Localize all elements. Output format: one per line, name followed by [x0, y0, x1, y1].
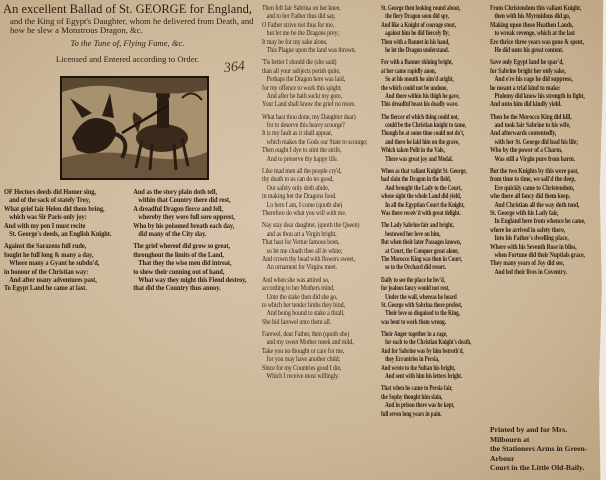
verse-line: And led their lives in Coventry.: [494, 266, 567, 276]
verse-line: Our safety only doth abide,: [266, 182, 330, 192]
verse-line: Farewel, dear Father, then (quoth she): [262, 329, 350, 339]
verse-line: from time to time, we sail'd the deep,: [490, 174, 576, 184]
verse-line: who there all fancy did them keep,: [490, 191, 570, 201]
verse-line: bestowed her love on him,: [385, 228, 441, 238]
verse-line: he meant a trial kind to make:: [490, 82, 561, 92]
imprint-line: Printed by and for Mrs. Milbourn at: [490, 425, 568, 444]
verse-line: Then ought I dye to stint the strife,: [262, 145, 342, 155]
verse-line: for jealous fancy would not rest,: [381, 283, 450, 293]
verse-line: against him he did fiercely fly;: [385, 28, 450, 38]
verse-line: at Court, the Conquer great alone,: [385, 245, 459, 255]
verse-line: throughout the limits of the Land,: [133, 249, 224, 259]
verse-line: Ptolemy did know his strength in fight,: [494, 90, 585, 100]
verse-line: did many of the City slay.: [138, 228, 207, 238]
verse-line: at her came rapidly anon,: [381, 65, 436, 75]
torn-edge: [599, 0, 606, 480]
verse-line: Was still a Virgin pure from harm.: [494, 153, 575, 163]
verse-line: Perhaps the Dragon here was laid,: [266, 74, 346, 84]
verse-line: What way they might this Fiend destroy,: [138, 274, 247, 284]
verse-line: the which could not be undone,: [381, 82, 448, 92]
verse-line: This Plague upon the land was thrown.: [266, 44, 357, 54]
verse-line: O Father strive not thus for me,: [262, 19, 335, 29]
verse-line: when Fortune did their Nuptials grace,: [494, 249, 585, 259]
verse-line: he let the Dragon understand.: [385, 44, 449, 54]
verse-line: St. George with his Lady fair,: [490, 207, 559, 217]
verse-line: thy death to us can do no good,: [262, 174, 334, 184]
verse-line: in honour of the Christian way:: [4, 266, 89, 276]
verse-line: A dreadful Dragon fierce and fell,: [133, 203, 223, 213]
verse-line: St. George's deeds, an English Knight.: [9, 228, 112, 238]
verse-line: had slain the Dragon in the field,: [381, 174, 451, 184]
verse-line: And in prison there was he kept,: [385, 400, 455, 410]
verse-line: which makes the Gods our State to scourge;: [266, 136, 368, 146]
verse-line: 'Tis better I should die (she said): [262, 57, 337, 67]
verse-line: which was Sir Paris only joy:: [9, 212, 87, 222]
verse-line: What hast thou done, my Daughter dear): [262, 111, 356, 121]
verse-line: so to the Orchard did resort.: [385, 262, 447, 272]
verse-line: within that Country there did rest,: [138, 195, 231, 205]
verse-line: in making her the Dragons food.: [262, 191, 337, 201]
ballad-title: An excellent Ballad of St. GEORGE for England,: [3, 2, 252, 16]
verse-line: the Sophy thought him slain,: [381, 391, 443, 401]
verse-line: Since for my Countries good I die,: [262, 362, 342, 372]
verse-line: and took fair Sabrine to his wife,: [494, 120, 571, 130]
verse-line: The Lady Sabrine fair and bright,: [381, 220, 454, 230]
verse-line: But when their later Passages known,: [381, 237, 461, 247]
verse-line: Which taken Polit in the Vale,: [381, 145, 445, 155]
verse-line: Which I receive most willingly.: [266, 371, 340, 381]
verse-line: Making upon those Heathen Lands,: [490, 19, 574, 29]
verse-line: And afterwards contentedly,: [490, 128, 557, 138]
verse-line: And after many adventures past,: [9, 274, 97, 284]
verse-line: according to her Mothers mind,: [262, 283, 335, 293]
handwritten-number: 364: [223, 58, 246, 77]
verse-column-1: [4, 188, 256, 476]
verse-line: It may be for my sake alone,: [262, 36, 328, 46]
verse-line: Daily to see the place he lov'd,: [381, 274, 445, 284]
verse-column-2: [262, 4, 377, 476]
verse-line: Under the wall, whereas he heard: [385, 291, 457, 301]
verse-line: And when she was attired so,: [262, 274, 330, 284]
verse-line: could be the Christian knight to tame,: [385, 120, 467, 130]
verse-line: Ere quickly came to Christendom,: [494, 182, 575, 192]
verse-line: And crown thy head with flowers sweet,: [262, 253, 355, 263]
verse-line: to shew their cunning out of hand,: [133, 266, 225, 276]
verse-line: for you may have another child;: [266, 354, 341, 364]
verse-line: Then with a Bannet in his hand,: [381, 36, 450, 46]
tune-line: To the Tune of, Flying Fame, &c.: [70, 38, 185, 48]
verse-line: Who by the power of a Charm,: [490, 145, 563, 155]
verse-line: Save only Egypt land he spar'd,: [490, 57, 564, 67]
verse-line: [4, 293, 126, 297]
verse-line: It is my fault as it shall appear,: [262, 128, 333, 138]
imprint-line: Court in the Little Old-Baily.: [490, 463, 585, 472]
verse-line: Then fell fair Sabrina on her knee,: [262, 4, 341, 12]
verse-line: That hast for Vertue famous been,: [262, 237, 340, 247]
verse-line: Against the Sarazens full rude,: [4, 241, 87, 251]
verse-line: for to deserve this heavy scourge?: [266, 120, 345, 130]
verse-line: There was great joy and Medal.: [385, 153, 453, 163]
verse-line: That they the wise men did intreat,: [138, 258, 232, 268]
verse-line: And after he hath suckt my gore,: [266, 90, 342, 100]
verse-line: was bent to work them wrong.: [381, 316, 446, 326]
verse-line: then with his Myrmidons did go,: [494, 11, 571, 21]
ballad-subtitle: and the King of Egypt's Daughter, whom he delivered from Death, and how he slew a Monstrous Dragon, &c.: [10, 16, 254, 35]
verse-line: so let me cloath thee all in white;: [266, 245, 343, 255]
verse-line: Unto the stake then did she go,: [266, 291, 338, 301]
verse-line: that did the Country thus annoy.: [133, 283, 221, 293]
verse-line: for Sabrine bright her only sake,: [490, 65, 566, 75]
verse-column-3: [381, 4, 486, 476]
verse-line: In England here from whence he came,: [494, 216, 586, 226]
verse-line: OF Hectors deeds did Homer sing,: [4, 188, 96, 196]
verse-line: This dreadful beast his deadly wave.: [381, 99, 459, 109]
verse-line: And to preserve thy happy life.: [266, 153, 338, 163]
verse-line: And brought the Lady to the Court,: [385, 182, 462, 192]
verse-line: From Christendom this valiant Knight,: [490, 4, 582, 12]
verse-line: And wrote to the Sultan his bright,: [381, 362, 456, 372]
verse-line: And e're his rage he did suppress,: [494, 74, 573, 84]
verse-line: Like mad men all the people cry'd,: [262, 166, 342, 176]
verse-line: When as that valiant Knight St. George,: [381, 166, 467, 176]
verse-line: whereby they were full sore opprest,: [138, 212, 235, 222]
verse-line: fought he full long & many a day,: [4, 249, 94, 259]
verse-line: Where many a Gyant he subdu'd,: [9, 258, 100, 268]
verse-line: Who by his poisoned breath each day,: [133, 220, 235, 230]
verse-line: than all your subjects perish quite,: [262, 65, 341, 75]
verse-line: She bid farewel unto them all.: [262, 316, 332, 326]
verse-line: Ere thrice three years was gone & spent,: [490, 36, 584, 46]
verse-line: Their Anger together in a rage,: [381, 329, 448, 339]
verse-line: That when he came to Persia fair,: [381, 383, 453, 393]
verse-line: And being bound to stake a thrall,: [266, 308, 345, 318]
verse-line: and to her Father thus did say,: [266, 11, 336, 21]
verse-line: And for Sabrine was by him betroth'd,: [381, 345, 464, 355]
verse-line: And with my pen I must recite: [4, 220, 86, 230]
verse-line: with her St. George did lead his life;: [494, 136, 579, 146]
verse-line: To Egypt Land he came at last.: [4, 283, 87, 293]
verse-line: but let me be the Dragons prey;: [266, 28, 339, 38]
verse-line: full seven long years in pain.: [381, 408, 442, 418]
verse-line: They many years of Joy did see,: [490, 258, 565, 268]
verse-line: Nay stay dear daughter, (quoth the Queen): [262, 220, 360, 230]
verse-line: Their love so disguised to the King,: [385, 308, 460, 318]
verse-line: An ornament for Virgins meet.: [266, 262, 338, 272]
verse-line: And there within his thigh he gave,: [385, 90, 460, 100]
verse-line: And as the story plain doth tell,: [133, 188, 218, 196]
verse-line: and my sweet Mother meek and mild,: [266, 337, 354, 347]
verse-line: Where with his Seventh Rose in bliss,: [490, 241, 577, 251]
verse-line: Was there receiv'd with great delight.: [381, 207, 461, 217]
verse-line: the fiery Dragon soon did spy,: [385, 11, 450, 21]
verse-line: And like a Knight of courage stout,: [381, 19, 456, 29]
verse-line: Lo here I am, I come (quoth she): [266, 199, 343, 209]
verse-line: So at his mouth he aim'd aright,: [385, 74, 454, 84]
verse-line: In all the Egyptian Court the Knight,: [385, 199, 465, 209]
verse-line: And unto him did kindly yield.: [490, 99, 562, 109]
verse-line: He did unto his great content.: [494, 44, 564, 54]
verse-line: But the two Knights by this were past,: [490, 166, 579, 176]
verse-line: where he arrived in safety there,: [490, 224, 566, 234]
verse-line: St. George with Sabrina there profest,: [381, 299, 463, 309]
verse-line: Though he at some time could not do't,: [381, 128, 465, 138]
verse-line: Then he the Morocco King did kill,: [490, 111, 572, 121]
verse-line: to wreak revenge, which at the last: [494, 28, 575, 38]
verse-line: for each to the Christian Knight's death,: [385, 337, 472, 347]
woodcut-illustration: [60, 76, 209, 180]
verse-line: and as thou art a Virgin bright,: [266, 228, 337, 238]
verse-line: And sent with him his letters bright.: [385, 371, 463, 381]
verse-line: they Errantries in Persia,: [385, 354, 440, 364]
verse-line: And Christian all the way doth tend,: [494, 199, 580, 209]
imprint-line: the Stationers Arms in Green-Arbour: [490, 444, 588, 463]
verse-line: The fiercer of which thing could not,: [381, 111, 459, 121]
verse-line: Your Land shall know the grief no more.: [262, 99, 356, 109]
printer-imprint: [490, 425, 590, 473]
verse-line: Into his Father's dwelling place,: [494, 233, 569, 243]
verse-line: to which her tender limbs they bind,: [262, 299, 345, 309]
verse-line: Take you no thought or care for me,: [262, 345, 345, 355]
verse-line: The Morocco King was then in Court,: [381, 253, 463, 263]
verse-line: St. George then looking round about,: [381, 4, 461, 12]
verse-line: For with a Banner shining bright,: [381, 57, 453, 67]
verse-line: for my offence to work this spight;: [262, 82, 342, 92]
verse-line: The grief whereof did grow so great,: [133, 241, 231, 251]
verse-line: and of the sack of stately Troy,: [9, 195, 91, 205]
verse-line: and there he laid him on the grave,: [385, 136, 460, 146]
verse-line: Therefore do what you will with me.: [262, 207, 347, 217]
verse-column-4: [490, 4, 594, 384]
license-line: Licensed and Entered according to Order.: [55, 54, 200, 64]
verse-line: What grief fair Helen did them bring,: [4, 203, 105, 213]
verse-line: whose sight the whole Land did yield,: [381, 191, 461, 201]
